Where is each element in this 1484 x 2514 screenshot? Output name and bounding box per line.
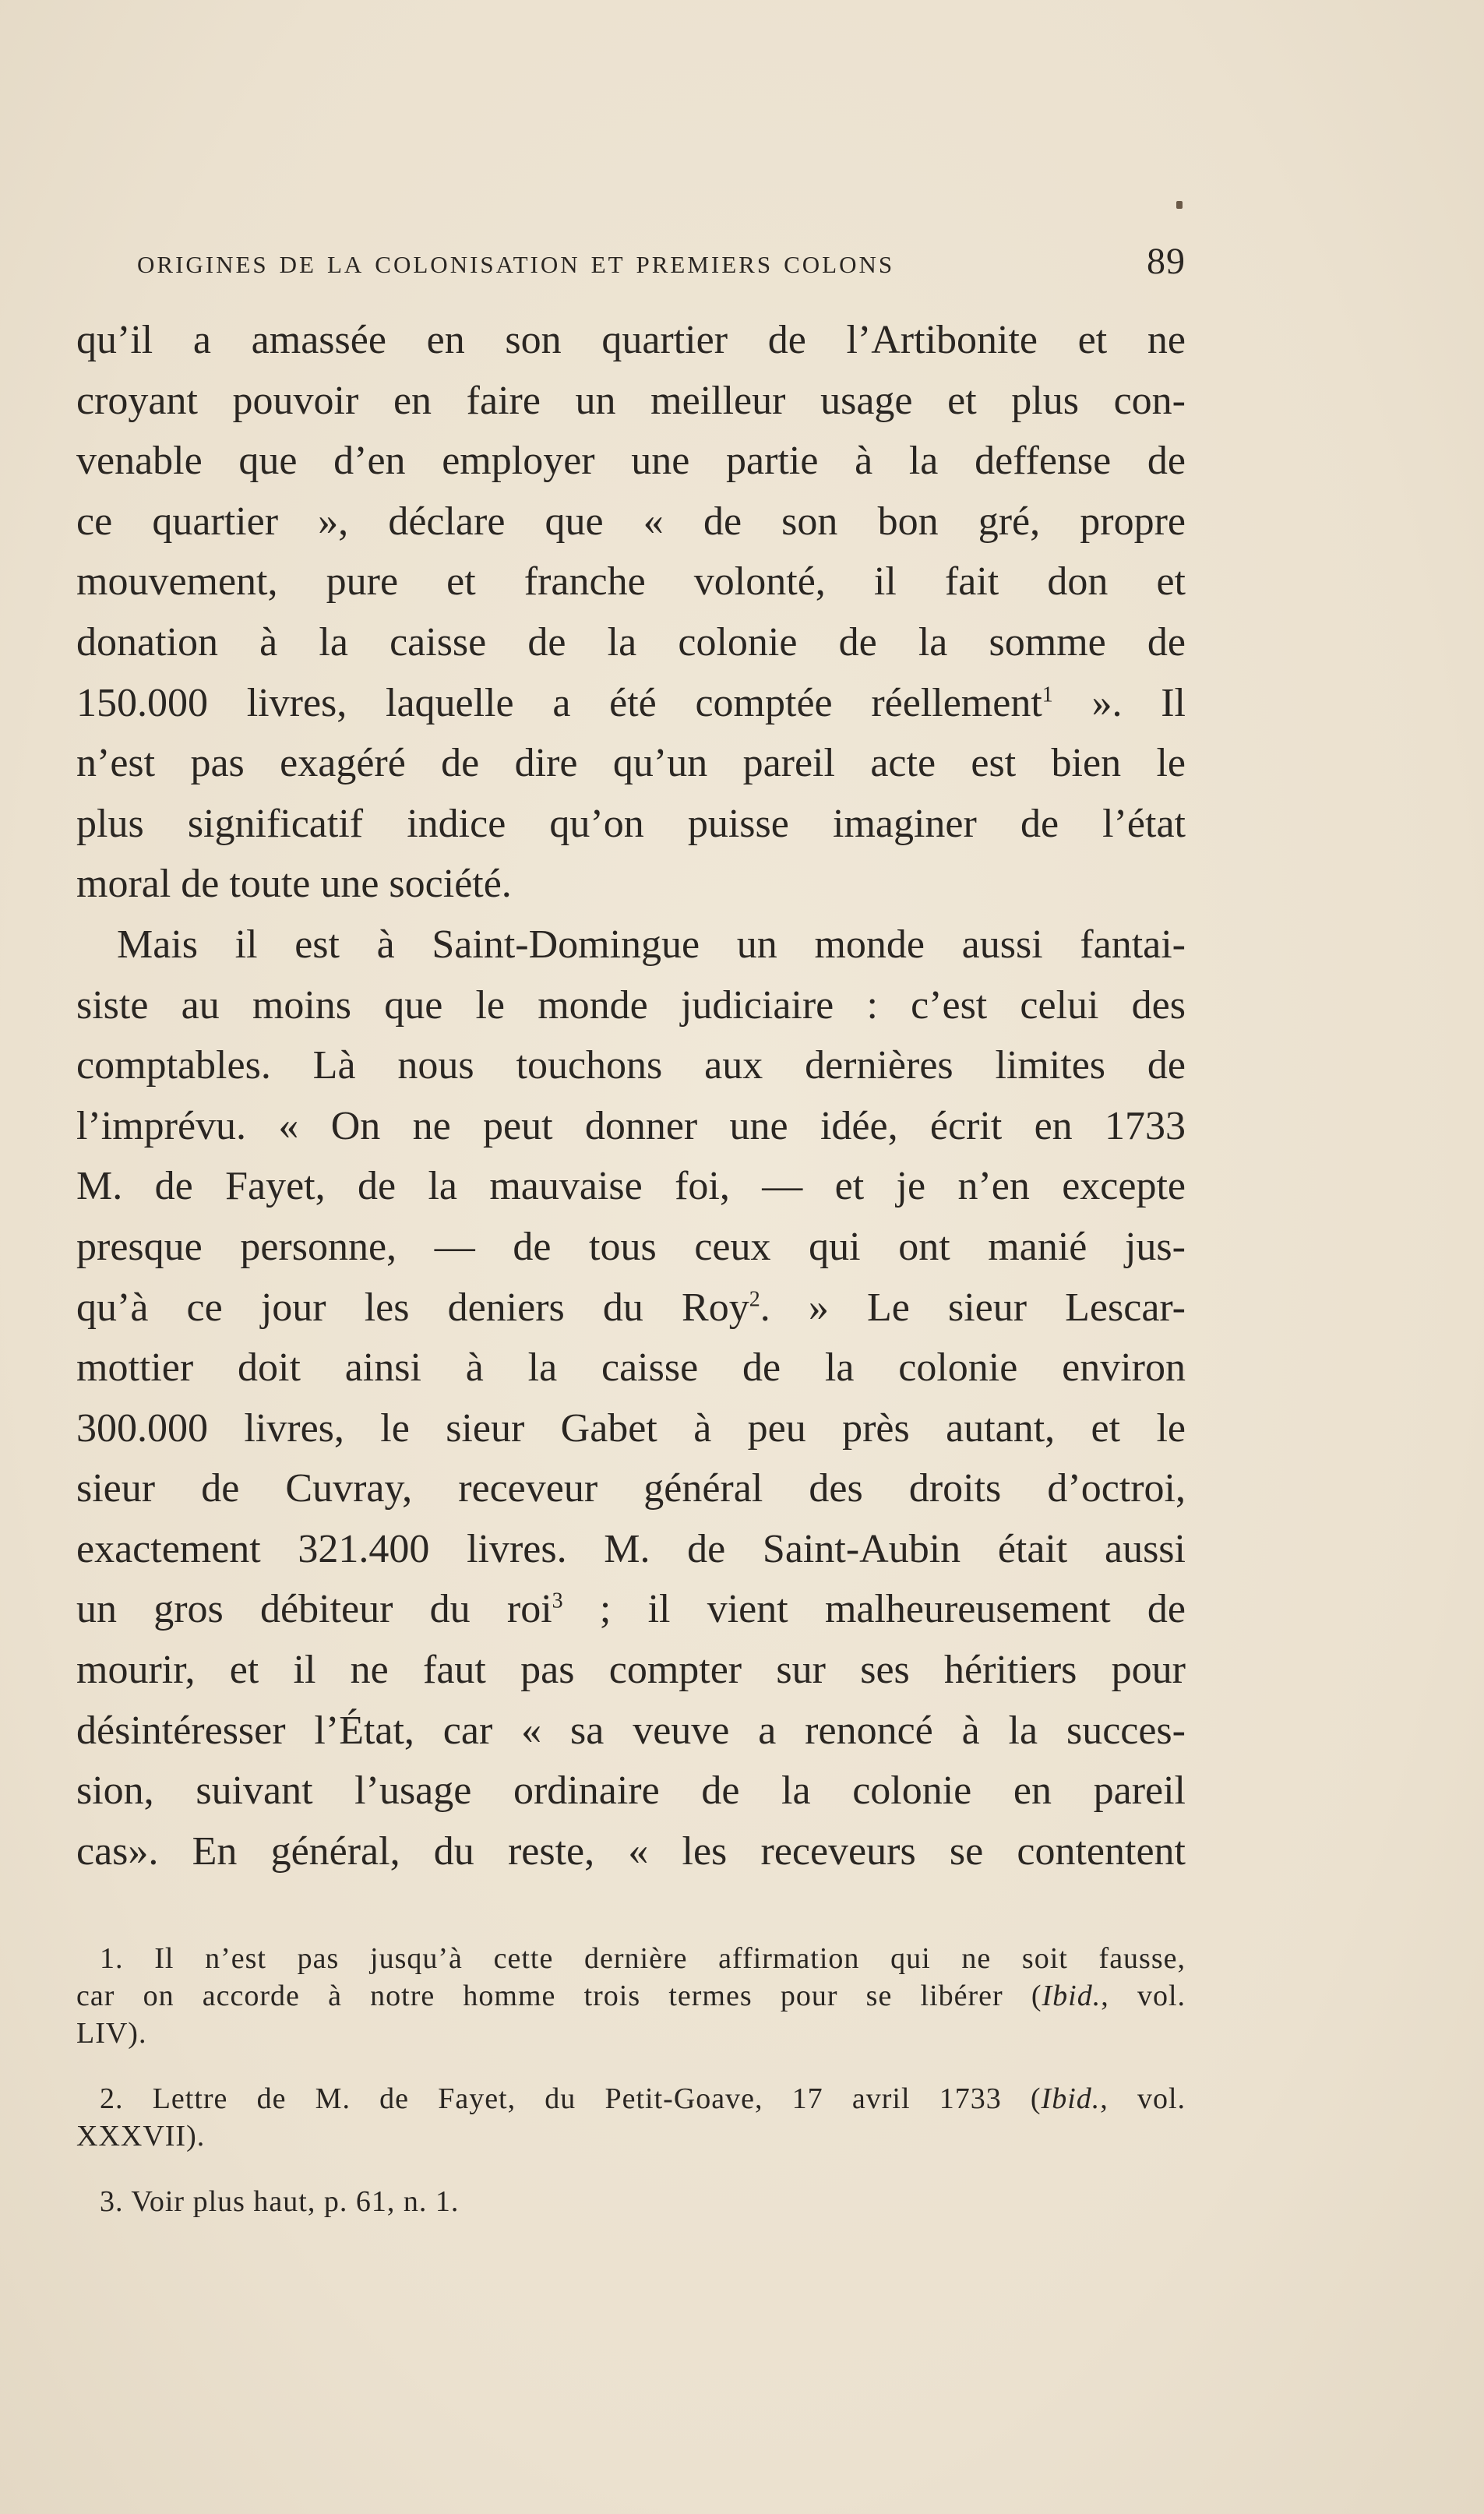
text-line: cas». En général, du reste, « les receveurs se contentent <box>76 1828 1186 1874</box>
footnote-number: 3. <box>100 2185 124 2218</box>
text-line: donation à la caisse de la colonie de la somme de <box>76 619 1186 665</box>
running-title: origines de la colonisation et premiers colons <box>137 242 895 280</box>
footnote-2 <box>76 2080 1186 2155</box>
footnote-text: Lettre de M. de Fayet, du Petit-Goave, 17 avril 1733 ( <box>152 2082 1042 2115</box>
text-line: mouvement, pure et franche volonté, il fait don et <box>76 559 1186 605</box>
text-line: qu’il a amassée en son quartier de l’Artibonite et ne <box>76 318 1186 362</box>
text-line: croyant pouvoir en faire un meilleur usage et plus con- <box>76 378 1186 423</box>
text-fragment: qu’à ce jour les deniers du Roy <box>76 1285 749 1330</box>
footnote-ref: 1 <box>1042 682 1053 707</box>
text-line: n’est pas exagéré de dire qu’un pareil acte est bien le <box>76 741 1186 786</box>
footnote-line: LIV). <box>76 2017 147 2050</box>
text-fragment: 150.000 livres, laquelle a été comptée réellement <box>76 680 1042 725</box>
text-line: désintéresser l’État, car « sa veuve a renoncé à la succes- <box>76 1708 1186 1753</box>
text-line: sion, suivant l’usage ordinaire de la colonie en pareil <box>76 1768 1186 1814</box>
footnote-number: 2. <box>100 2082 124 2115</box>
footnote-number: 1. <box>100 1942 124 1975</box>
text-line: mottier doit ainsi à la caisse de la colonie environ <box>76 1345 1186 1391</box>
text-line: moral de toute une société. <box>76 862 512 907</box>
footnote-ref: 3 <box>552 1589 563 1614</box>
text-fragment: ». Il <box>1052 680 1186 725</box>
footnote-text: , vol. <box>1101 1980 1186 2012</box>
footnote-line <box>76 1940 1186 1977</box>
footnote-line <box>76 2183 1186 2220</box>
text-line: sieur de Cuvray, receveur général des droits d’octroi, <box>76 1466 1186 1511</box>
text-line: plus significatif indice qu’on puisse imaginer de l’état <box>76 801 1186 846</box>
text-fragment: un gros débiteur du roi <box>76 1587 552 1632</box>
text-line: presque personne, — de tous ceux qui ont manié jus- <box>76 1224 1186 1269</box>
text-line <box>76 1278 1186 1338</box>
text-line: venable que d’en employer une partie à la deffense de <box>76 439 1186 484</box>
footnote-1 <box>76 1940 1186 2052</box>
footnote-text: Il n’est pas jusqu’à cette dernière affirmation qui ne soit fausse, <box>154 1942 1186 1975</box>
footnote-italic: Ibid. <box>1042 1980 1102 2012</box>
text-fragment: . » Le sieur Lescar- <box>760 1285 1186 1330</box>
text-line <box>76 673 1186 734</box>
text-line: siste au moins que le monde judiciaire : c’est celui des <box>76 982 1186 1028</box>
text-line: comptables. Là nous touchons aux dernières limites de <box>76 1043 1186 1088</box>
footnote-line: XXXVII). <box>76 2120 206 2153</box>
text-line <box>76 1579 1186 1640</box>
text-line: mourir, et il ne faut pas compter sur ses héritiers pour <box>76 1648 1186 1693</box>
text-line: 300.000 livres, le sieur Gabet à peu près autant, et le <box>76 1405 1186 1451</box>
text-line: l’imprévu. « On ne peut donner une idée, écrit en 1733 <box>76 1103 1186 1148</box>
text-fragment: ; il vient malheureusement de <box>562 1587 1186 1632</box>
text-line: Mais il est à Saint-Domingue un monde aussi fantai- <box>117 922 1186 967</box>
footnote-text: car on accorde à notre homme trois termes pour se libérer ( <box>76 1980 1042 2012</box>
footnote-ref: 2 <box>749 1287 760 1312</box>
text-line: ce quartier », déclare que « de son bon gré, propre <box>76 499 1186 544</box>
page-number: 89 <box>1147 240 1186 282</box>
footnote-text: , vol. <box>1100 2082 1186 2115</box>
footnote-line <box>76 1977 1186 2015</box>
ink-speck <box>1176 201 1183 209</box>
body-text <box>76 310 1186 1881</box>
text-line: exactement 321.400 livres. M. de Saint-Aubin était aussi <box>76 1526 1186 1571</box>
footnote-3 <box>76 2183 1186 2220</box>
footnotes <box>76 1940 1186 2248</box>
running-head <box>137 234 1186 288</box>
text-line: M. de Fayet, de la mauvaise foi, — et je n’en excepte <box>76 1164 1186 1209</box>
footnote-italic: Ibid. <box>1041 2082 1101 2115</box>
footnote-text: Voir plus haut, p. 61, n. 1. <box>131 2185 460 2218</box>
footnote-line <box>76 2080 1186 2117</box>
